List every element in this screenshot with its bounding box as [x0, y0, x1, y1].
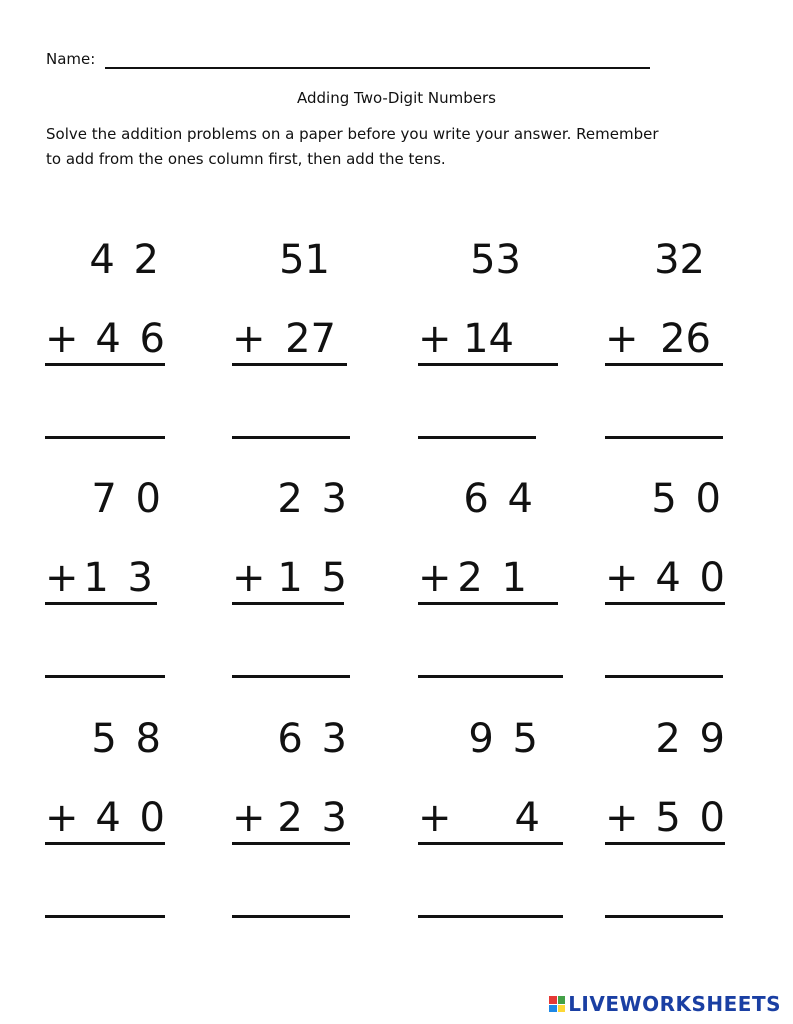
plus-sign: +: [605, 316, 639, 362]
plus-sign: +: [418, 555, 452, 601]
sum-rule: [232, 363, 347, 366]
sum-rule: [605, 842, 725, 845]
bottom-number: 1 3: [83, 555, 156, 601]
problem-4: [605, 237, 725, 457]
answer-blank[interactable]: [232, 915, 350, 918]
problem-2: [232, 237, 352, 457]
plus-sign: +: [605, 795, 639, 841]
logo-square-red: [549, 996, 557, 1004]
top-number: 51: [279, 237, 330, 283]
answer-blank[interactable]: [232, 675, 350, 678]
bottom-number: 1 5: [277, 555, 350, 601]
problem-11: [418, 716, 563, 936]
top-number: 7 0: [91, 476, 164, 522]
top-number: 6 4: [463, 476, 536, 522]
answer-blank[interactable]: [605, 915, 723, 918]
name-field-line[interactable]: [105, 67, 650, 69]
sum-rule: [45, 842, 165, 845]
plus-sign: +: [605, 555, 639, 601]
logo-square-blue: [549, 1005, 557, 1013]
top-number: 9 5: [468, 716, 541, 762]
answer-blank[interactable]: [45, 675, 165, 678]
problem-8: [605, 476, 730, 696]
top-number: 6 3: [277, 716, 350, 762]
answer-blank[interactable]: [232, 436, 350, 439]
liveworksheets-logo: [549, 992, 781, 1016]
bottom-number: 4 6: [95, 316, 168, 362]
problem-5: [45, 476, 170, 696]
bottom-number: 4: [514, 795, 543, 841]
sum-rule: [232, 842, 350, 845]
answer-blank[interactable]: [45, 436, 165, 439]
bottom-number: 2 1: [457, 555, 530, 601]
instructions-line-2: to add from the ones column first, then add the tens.: [46, 150, 446, 168]
problem-6: [232, 476, 352, 696]
worksheet-title: Adding Two-Digit Numbers: [297, 89, 496, 107]
logo-square-yellow: [558, 1005, 566, 1013]
bottom-number: 26: [660, 316, 711, 362]
sum-rule: [605, 363, 723, 366]
answer-blank[interactable]: [418, 436, 536, 439]
problem-7: [418, 476, 558, 696]
bottom-number: 27: [285, 316, 336, 362]
top-number: 4 2: [89, 237, 162, 283]
plus-sign: +: [418, 316, 452, 362]
problem-9: [45, 716, 170, 936]
answer-blank[interactable]: [418, 915, 563, 918]
bottom-number: 4 0: [655, 555, 728, 601]
logo-icon: [549, 996, 565, 1012]
plus-sign: +: [45, 795, 79, 841]
bottom-number: 4 0: [95, 795, 168, 841]
name-label: Name:: [46, 50, 96, 68]
plus-sign: +: [232, 316, 266, 362]
sum-rule: [418, 842, 563, 845]
sum-rule: [418, 363, 558, 366]
sum-rule: [45, 602, 157, 605]
sum-rule: [232, 602, 344, 605]
plus-sign: +: [232, 795, 266, 841]
sum-rule: [418, 602, 558, 605]
answer-blank[interactable]: [45, 915, 165, 918]
top-number: 32: [654, 237, 705, 283]
answer-blank[interactable]: [418, 675, 563, 678]
sum-rule: [605, 602, 725, 605]
instructions-line-1: Solve the addition problems on a paper before you write your answer. Remember: [46, 125, 659, 143]
problem-10: [232, 716, 352, 936]
plus-sign: +: [232, 555, 266, 601]
sum-rule: [45, 363, 165, 366]
top-number: 5 8: [91, 716, 164, 762]
plus-sign: +: [45, 316, 79, 362]
problem-3: [418, 237, 558, 457]
bottom-number: 14: [463, 316, 514, 362]
answer-blank[interactable]: [605, 675, 723, 678]
logo-text: LIVEWORKSHEETS: [568, 992, 781, 1016]
instructions: [46, 122, 746, 172]
top-number: 53: [470, 237, 521, 283]
plus-sign: +: [45, 555, 79, 601]
answer-blank[interactable]: [605, 436, 723, 439]
plus-sign: +: [418, 795, 452, 841]
top-number: 2 9: [655, 716, 728, 762]
bottom-number: 2 3: [277, 795, 350, 841]
top-number: 5 0: [651, 476, 724, 522]
logo-square-green: [558, 996, 566, 1004]
problem-1: [45, 237, 170, 457]
problem-12: [605, 716, 730, 936]
bottom-number: 5 0: [655, 795, 728, 841]
top-number: 2 3: [277, 476, 350, 522]
